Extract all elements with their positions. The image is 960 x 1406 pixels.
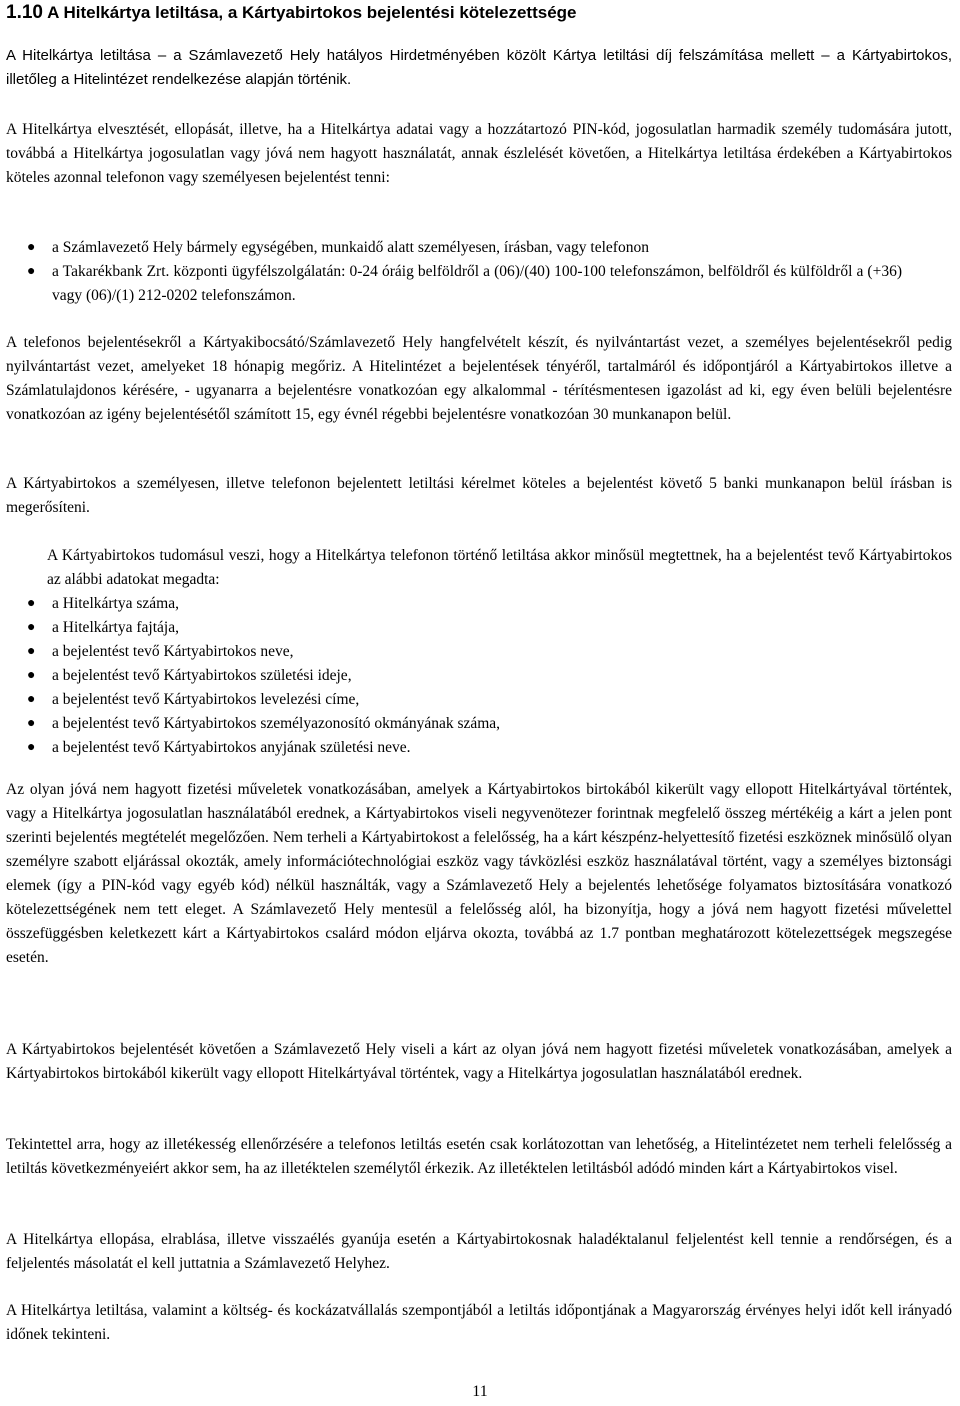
bullet-icon: ● <box>27 692 36 707</box>
section-title: A Hitelkártya letiltása, a Kártyabirtokos bejelentési kötelezettsége <box>47 3 577 22</box>
list-item: ● a Hitelkártya száma, <box>6 592 706 616</box>
paragraph-written-confirmation: A Kártyabirtokos a személyesen, illetve telefonon bejelentett letiltási kérelmet köteles a bejelentést követő 5 banki munkanapon belül írásban is megerősíteni. <box>6 475 952 516</box>
list-item: ● a bejelentést tevő Kártyabirtokos levelezési címe, <box>6 688 706 712</box>
paragraph-time-zone: A Hitelkártya letiltása, valamint a költség- és kockázatvállalás szempontjából a letiltás időpontjának a Magyarország érvényes helyi időt kell irányadó időnek tekinteni. <box>6 1302 952 1343</box>
paragraph-reporting-obligation: A Hitelkártya elvesztését, ellopását, illetve, ha a Hitelkártya adatai vagy a hozzátartozó PIN-kód, jogosulatlan harmadik személy tudomására jutott, továbbá a Hitelkártya jogosulatlan vagy jóvá nem hagyott használatát, annak észlelését követően, a Hitelkártya letiltása érdekében a Kártyabirtokos köteles azonnal telefonon vagy személyesen bejelentést tenni: <box>6 121 952 186</box>
bullet-icon: ● <box>27 740 36 755</box>
reporting-channels-list <box>6 236 902 308</box>
bullet-icon: ● <box>27 644 36 659</box>
bullet-icon: ● <box>27 264 36 279</box>
bullet-icon: ● <box>27 240 36 255</box>
paragraph-phone-blocking-conditions: A Kártyabirtokos tudomásul veszi, hogy a Hitelkártya telefonon történő letiltása akkor minősül megtettnek, ha a bejelentést tevő Kártyabirtokos az alábbi adatokat megadta: <box>47 547 952 588</box>
list-item: ● a Takarékbank Zrt. központi ügyfélszolgálatán: 0-24 óráig belföldről a (06)/(40) 100-100 telefonszámon, belföldről és külföldről a (+36) vagy (06)/(1) 212-0202 telefonszámon. <box>6 260 902 308</box>
paragraph-unauthorized-blocking: Tekintettel arra, hogy az illetékesség ellenőrzésére a telefonos letiltás esetén csak korlátozottan van lehetőség, a Hitelintézetet nem terheli felelősség a letiltás következményeiért akkor sem, ha az illetéktelen személytől érkezik. Az illetéktelen letiltásból adódó minden kárt a Kártyabirtokos visel. <box>6 1136 952 1177</box>
paragraph-police-report: A Hitelkártya ellopása, elrablása, illetve visszaélés gyanúja esetén a Kártyabirtokosnak haladéktalanul feljelentést kell tennie a rendőrségen, és a feljelentés másolatát el kell juttatnia a Számlavezető Helyhez. <box>6 1231 952 1272</box>
list-item: ● a Számlavezető Hely bármely egységében, munkaidő alatt személyesen, írásban, vagy telefonon <box>6 236 902 260</box>
paragraph-liability: Az olyan jóvá nem hagyott fizetési műveletek vonatkozásában, amelyek a Kártyabirtokos birtokából kikerült vagy ellopott Hitelkártyával történtek, vagy a Hitelkártya jogosulatlan használatából erednek, a Kártyabirtokos viseli negyvenötezer forintnak megfelelő összeg mértékéig a kárt a jelen pont szerinti bejelentés megtételét megelőzően. Nem terheli a Kártyabirtokost a felelősség, ha a kárt készpénz-helyettesítő fizetési eszköznek minősülő olyan személyre szabott eljárással okozták, amely információtechnológiai eszköz vagy távközlési eszköz használatával történt, vagy a személyes biztonsági elemek (így a PIN-kód vagy egyéb kód) nélkül használták, vagy a Számlavezető Hely a bejelentés lehetősége folyamatos biztosítására vonatkozó kötelezettségének nem tett eleget. A Számlavezető Hely mentesül a felelősség alól, ha bizonyítja, hogy a jóvá nem hagyott fizetési művelettel összefüggésben keletkezett kárt a Kártyabirtokos csalárd módon eljárva okozta, továbbá az 1.7 pontban meghatározott kötelezettségek megszegése esetén. <box>6 781 952 966</box>
list-item: ● a bejelentést tevő Kártyabirtokos neve, <box>6 640 706 664</box>
page-number: 11 <box>472 1383 488 1400</box>
paragraph-bank-liability: A Kártyabirtokos bejelentését követően a Számlavezető Hely viseli a kárt az olyan jóvá nem hagyott fizetési műveletek vonatkozásában, amelyek a Kártyabirtokos birtokából kikerült vagy ellopott Hitelkártyával történtek, vagy a Hitelkártya jogosulatlan használatából erednek. <box>6 1041 952 1082</box>
bullet-icon: ● <box>27 596 36 611</box>
list-item: ● a Hitelkártya fajtája, <box>6 616 706 640</box>
paragraph-recordings: A telefonos bejelentésekről a Kártyakibocsátó/Számlavezető Hely hangfelvételt készít, és nyilvántartást vezet, a személyes bejelentésekről pedig nyilvántartást vezet, amelyeket 18 hónapig megőriz. A Hitelintézet a bejelentések tényéről, tartalmáról és időpontjáról a Kártyabirtokos illetve a Számlatulajdonos kérésére, - ugyanarra a bejelentésre vonatkozóan egy alkalommal - térítésmentesen igazolást ad ki, egy éven belüli bejelentésre vonatkozóan az igény bejelentésétől számított 15, egy évnél régebbi bejelentésre vonatkozóan 30 munkanapon belül. <box>6 334 952 423</box>
section-number: 1.10 <box>6 2 43 23</box>
required-data-list <box>6 592 706 760</box>
bullet-icon: ● <box>27 716 36 731</box>
list-item: ● a bejelentést tevő Kártyabirtokos személyazonosító okmányának száma, <box>6 712 706 736</box>
section-heading <box>6 2 577 24</box>
list-item: ● a bejelentést tevő Kártyabirtokos anyjának születési neve. <box>6 736 706 760</box>
list-item: ● a bejelentést tevő Kártyabirtokos születési ideje, <box>6 664 706 688</box>
paragraph-card-blocking: A Hitelkártya letiltása – a Számlavezető Hely hatályos Hirdetményében közölt Kártya letiltási díj felszámítása mellett – a Kártyabirtokos, illetőleg a Hitelintézet rendelkezése alapján történik. <box>6 47 952 88</box>
bullet-icon: ● <box>27 620 36 635</box>
bullet-icon: ● <box>27 668 36 683</box>
